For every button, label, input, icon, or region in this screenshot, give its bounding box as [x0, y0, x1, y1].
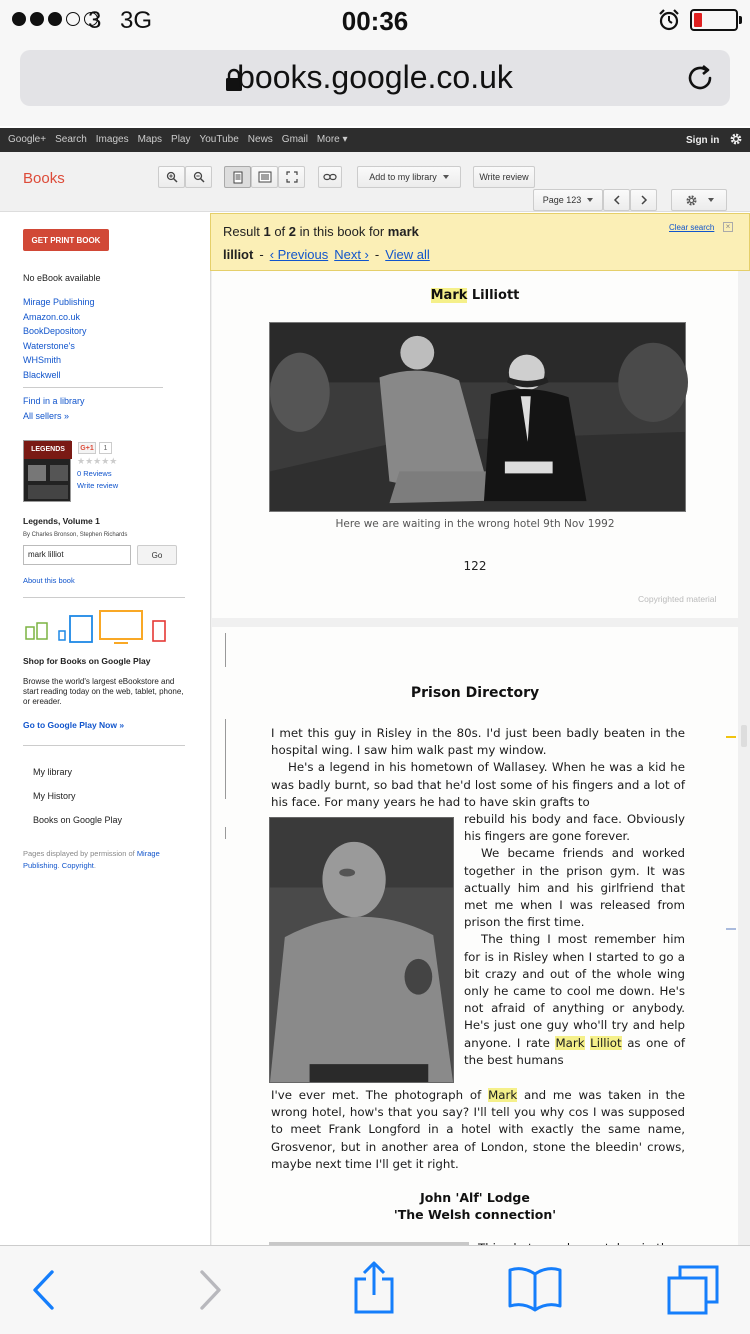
book-authors: By Charles Bronson, Stephen Richards — [23, 532, 128, 538]
publisher-link[interactable]: Mirage Publishing — [23, 849, 160, 870]
seller-link-whsmith[interactable]: WHSmith — [23, 355, 61, 365]
gbar-link-play[interactable]: Play — [171, 134, 191, 145]
view-all-results-link[interactable]: View all — [385, 247, 430, 262]
zoom-out-icon — [193, 171, 205, 183]
seller-link-bookdepository[interactable]: BookDepository — [23, 326, 87, 336]
page-position-marker — [726, 928, 736, 930]
page-number: 122 — [463, 559, 487, 573]
copyright-link[interactable]: Copyright — [61, 861, 94, 870]
url-text: books.google.co.uk — [237, 59, 513, 95]
chevron-right-icon — [640, 195, 648, 205]
text-paragraph: I met this guy in Risley in the 80s. I'd just been badly beaten in the hospital wing. I saw him walk past my window. He's a legend in his hometown of Wallasey. When he was a kid he was badly burnt, so bad that he'd lost some of his fingers and a lot of his face. For many years he had to have skin grafts to — [271, 726, 685, 809]
nav-my-history[interactable]: My History — [33, 791, 76, 801]
signature-subtitle: 'The Welsh connection' — [393, 1207, 557, 1222]
book-title: Legends, Volume 1 — [23, 516, 100, 526]
bookmarks-icon[interactable] — [507, 1266, 563, 1312]
divider — [23, 597, 185, 598]
tabs-icon[interactable] — [666, 1264, 720, 1316]
chevron-down-icon — [443, 175, 449, 179]
plus-one-count: 1 — [99, 442, 112, 454]
nav-my-library[interactable]: My library — [33, 767, 73, 777]
zoom-in-button[interactable] — [158, 166, 185, 188]
next-page-button[interactable] — [630, 189, 657, 211]
search-result-summary: Result 1 of 2 in this book for mark — [223, 224, 419, 239]
search-hit-marker — [726, 736, 736, 738]
search-result-nav: lilliot - ‹ Previous Next › - View all — [223, 247, 430, 262]
seller-link-mirage[interactable]: Mirage Publishing — [23, 297, 95, 307]
status-bar — [0, 0, 750, 40]
search-highlight: Mark — [488, 1088, 518, 1102]
go-to-google-play-link[interactable]: Go to Google Play Now » — [23, 720, 125, 730]
left-sidebar — [0, 213, 210, 1245]
divider — [23, 387, 163, 388]
page-edge-mark — [225, 633, 226, 667]
google-bar — [0, 128, 750, 152]
shop-google-play-title: Shop for Books on Google Play — [23, 656, 151, 666]
zoom-out-button[interactable] — [185, 166, 212, 188]
gear-icon — [685, 194, 698, 207]
gbar-link-gmail[interactable]: Gmail — [281, 134, 308, 145]
gbar-link-google-plus[interactable]: Google+ — [8, 134, 47, 145]
text-column: rebuild his body and face. Obviously his fingers are gone forever. We became friends and worked together in the prison gym. It was actually him and his girlfriend that met me when I was released from prison the first time. The thing I most remember him for is in Risley when I started to go a bit crazy and out of the whole wing only he came to cool me down. He's not afraid of anything or anybody. He's just one guy who'll try and help anyone. I rate Mark Lilliot as one of the best humans — [464, 812, 685, 1067]
single-page-icon — [232, 171, 244, 184]
scrollbar-thumb[interactable] — [741, 725, 747, 747]
get-print-book-button[interactable]: GET PRINT BOOK — [23, 229, 109, 251]
address-bar-area — [0, 40, 750, 126]
seller-link-amazon[interactable]: Amazon.co.uk — [23, 312, 81, 322]
settings-menu-button[interactable] — [671, 189, 727, 211]
add-to-library-button[interactable]: Add to my library — [357, 166, 461, 188]
no-ebook-text: No eBook available — [23, 273, 101, 283]
fullscreen-icon — [286, 171, 298, 183]
about-this-book-link[interactable]: About this book — [23, 576, 75, 585]
gbar-link-images[interactable]: Images — [95, 134, 129, 145]
link-button[interactable] — [318, 166, 342, 188]
next-result-link[interactable]: Next › — [334, 247, 369, 262]
close-icon[interactable]: × — [723, 222, 733, 232]
battery-icon — [690, 9, 738, 31]
gbar-link-maps[interactable]: Maps — [137, 134, 163, 145]
shop-google-play-description: Browse the world's largest eBookstore and start reading today on the web, tablet, phone, or ereader. — [23, 677, 184, 706]
find-in-library-link[interactable]: Find in a library — [23, 396, 85, 406]
book-page-122 — [212, 213, 738, 618]
alarm-clock-icon — [658, 9, 680, 31]
status-time: 00:36 — [341, 6, 409, 36]
search-result-banner — [210, 213, 750, 271]
signature-name: John 'Alf' Lodge — [420, 1190, 530, 1205]
reload-icon[interactable] — [686, 64, 716, 94]
permission-note: Pages displayed by permission of Mirage Publishing. Copyright. — [23, 849, 160, 870]
reviews-link[interactable]: 0 Reviews — [77, 469, 112, 478]
google-bar-links — [8, 134, 348, 145]
chevron-left-icon — [613, 195, 621, 205]
page-edge-mark — [225, 719, 226, 799]
book-cover[interactable] — [23, 440, 71, 502]
google-plus-one-button[interactable]: G+1 — [78, 442, 96, 454]
seller-link-blackwell[interactable]: Blackwell — [23, 370, 61, 380]
page-heading: Mark Lilliott — [430, 288, 520, 303]
network-type: 3G — [120, 7, 153, 34]
write-review-link[interactable]: Write review — [77, 481, 119, 490]
chevron-down-icon — [708, 198, 714, 202]
text-paragraph: I've ever met. The photograph of Mark and me was taken in the wrong hotel, how's that you say? I'll tell you why cos I was supposed to meet Frank Longford in a hotel with exactly the same name, Grosvenor, but in another area of London, stone the bleedin' crows, maybe next time I'll get it right. — [271, 1088, 685, 1171]
page-select[interactable]: Page 123 — [533, 189, 603, 211]
books-brand[interactable]: Books — [23, 170, 65, 187]
search-highlight: Mark — [555, 1035, 585, 1050]
gbar-link-youtube[interactable]: YouTube — [199, 134, 239, 145]
write-review-button[interactable]: Write review — [473, 166, 535, 188]
book-photo-portrait — [269, 817, 454, 1083]
forward-arrow-icon[interactable] — [198, 1268, 224, 1312]
book-photo-two-men — [269, 322, 686, 512]
rating-stars: ★★★★★ — [77, 456, 118, 466]
nav-books-on-google-play[interactable]: Books on Google Play — [33, 815, 123, 825]
page-heading: Prison Directory — [410, 685, 540, 701]
seller-link-waterstones[interactable]: Waterstone's — [23, 341, 75, 351]
page-edge-mark — [225, 827, 226, 839]
copyright-notice: Copyrighted material — [638, 594, 717, 604]
carrier-name: 3 — [88, 7, 102, 34]
back-arrow-icon[interactable] — [30, 1268, 56, 1312]
previous-result-link[interactable]: ‹ Previous — [269, 247, 329, 262]
book-viewer[interactable] — [210, 213, 750, 1245]
safari-toolbar — [0, 1245, 750, 1334]
gear-icon[interactable] — [729, 132, 743, 146]
zoom-in-icon — [166, 171, 178, 183]
search-highlight: Mark — [430, 288, 468, 303]
search-go-button[interactable]: Go — [137, 545, 177, 565]
two-page-icon — [258, 171, 272, 183]
two-page-view-button[interactable] — [251, 166, 278, 188]
sign-in-link[interactable]: Sign in — [686, 135, 720, 146]
gbar-link-news[interactable]: News — [247, 134, 273, 145]
clear-search-link[interactable]: Clear search — [669, 223, 715, 232]
battery-level — [694, 13, 702, 27]
all-sellers-link[interactable]: All sellers » — [23, 411, 70, 421]
link-icon — [323, 173, 337, 181]
share-icon[interactable] — [352, 1261, 396, 1315]
book-cover-title: LEGENDS — [31, 446, 65, 453]
book-page-123 — [212, 627, 738, 1267]
books-toolbar — [0, 152, 750, 212]
search-in-book-input[interactable]: mark lilliot — [23, 545, 131, 565]
divider — [23, 745, 185, 746]
devices-icon — [23, 609, 173, 645]
photo-caption: Here we are waiting in the wrong hotel 9th Nov 1992 — [335, 518, 615, 530]
gbar-link-more[interactable]: More ▾ — [316, 134, 348, 145]
gbar-link-search[interactable]: Search — [55, 134, 87, 145]
search-highlight: Lilliot — [590, 1035, 622, 1050]
address-bar[interactable] — [20, 50, 730, 106]
previous-page-button[interactable] — [603, 189, 630, 211]
fullscreen-button[interactable] — [278, 166, 305, 188]
single-page-view-button[interactable] — [224, 166, 251, 188]
chevron-down-icon — [587, 198, 593, 202]
